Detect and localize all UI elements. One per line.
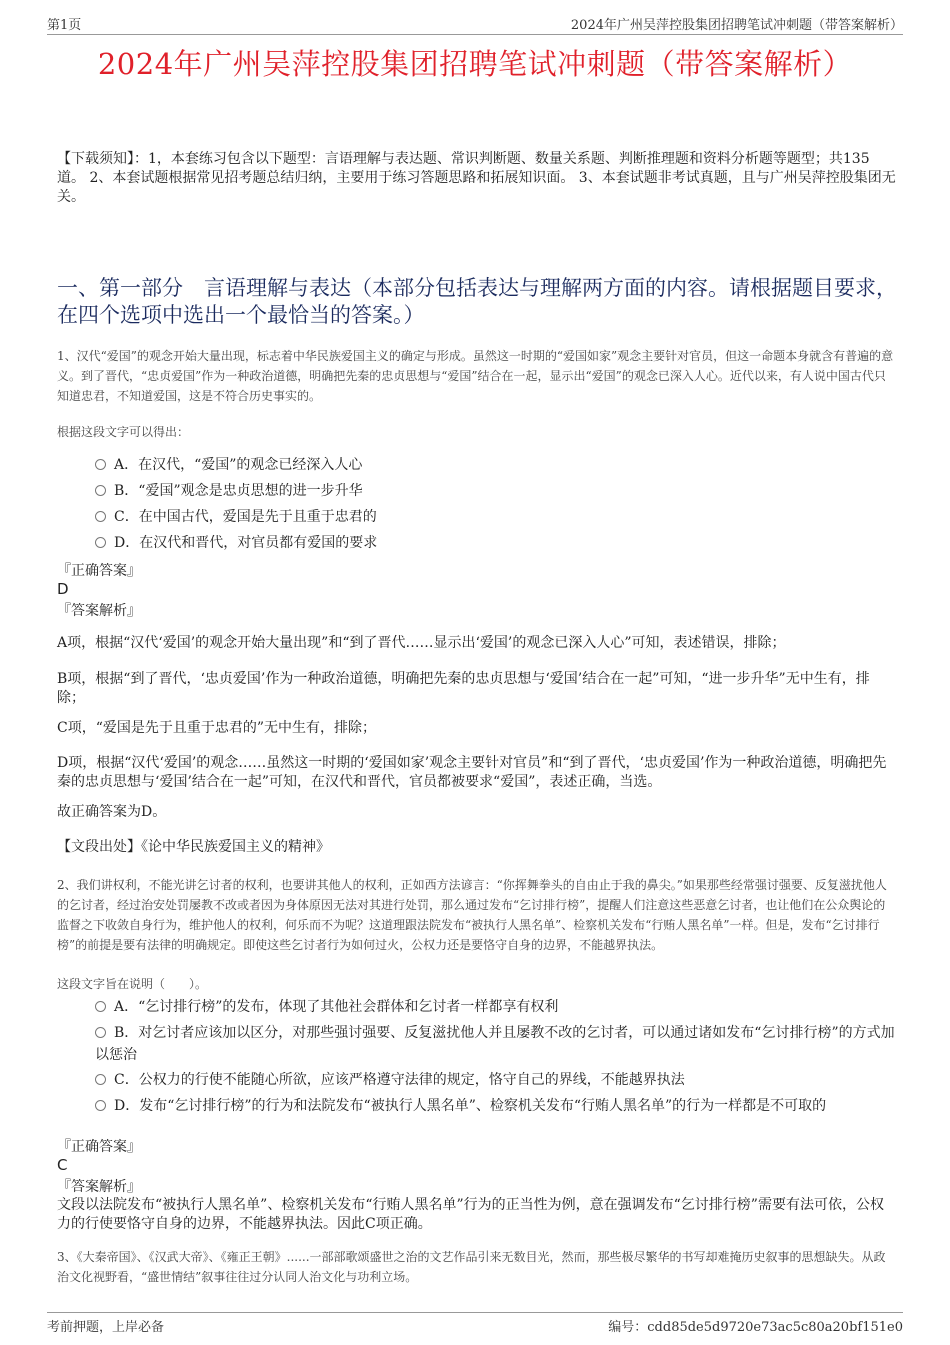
q1-analysis-d: D项，根据“汉代‘爱国’的观念……虽然这一时期的‘爱国如家’观念主要针对官员”和“到了晋代，‘忠贞爱国’作为一种政治道德，明确把先秦的忠贞思想与‘爱国’结合在一起”可知，在汉代和晋代，官员都被要求“爱国”，表述正确，当选。 [57,755,887,790]
q1-option-a[interactable]: A．在汉代，“爱国”的观念已经深入人心 [95,454,895,476]
page-header [47,14,903,35]
radio-icon[interactable] [95,485,106,496]
q1-prompt: 根据这段文字可以得出： [57,425,190,439]
q3-stem: 3、《大秦帝国》、《汉武大帝》、《雍正王朝》......一部部歌颂盛世之治的文艺作品引来无数目光，然而，那些极尽繁华的书写却难掩历史叙事的思想缺失。从政治文化视野看，“盛世情结”叙事往往过分认同人治文化与功利立场。 [57,1250,886,1284]
q1-source: 【文段出处】《论中华民族爱国主义的精神》 [57,839,330,855]
radio-icon[interactable] [95,1074,106,1085]
q1-stem: 1、汉代“爱国”的观念开始大量出现，标志着中华民族爱国主义的确定与形成。虽然这一时期的“爱国如家”观念主要针对官员，但这一命题本身就含有普遍的意义。到了晋代，“忠贞爱国”作为一种政治道德，明确把先秦的忠贞思想与“爱国”结合在一起，显示出“爱国”的观念已深入人心。近代以来，有人说中国古代只知道忠君，不知道爱国，这是不符合历史事实的。 [57,349,894,403]
q1-analysis-c: C项，“爱国是先于且重于忠君的”无中生有，排除； [57,720,377,736]
q1-analysis-a: A项，根据“汉代‘爱国’的观念开始大量出现”和“到了晋代……显示出‘爱国’的观念已深入人心”可知，表述错误，排除； [57,635,786,651]
radio-icon[interactable] [95,1100,106,1111]
q2-prompt: 这段文字旨在说明（ ）。 [57,977,208,991]
radio-icon[interactable] [95,537,106,548]
q1-option-d[interactable]: D．在汉代和晋代，对官员都有爱国的要求 [95,532,895,554]
q2-analysis-label: 『答案解析』 [57,1179,141,1195]
q2-option-d[interactable]: D．发布“乞讨排行榜”的行为和法院发布“被执行人黑名单”、检察机关发布“行贿人黑名单”的行为一样都是不可取的 [95,1095,895,1117]
section-title: 一、第一部分 言语理解与表达（本部分包括表达与理解两方面的内容。请根据题目要求，在四个选项中选出一个最恰当的答案。） [57,276,897,327]
q1-analysis-b: B项，根据“到了晋代，‘忠贞爱国’作为一种政治道德，明确把先秦的忠贞思想与‘爱国’结合在一起”可知，“进一步升华”无中生有，排除； [57,671,870,706]
q1-analysis-label: 『答案解析』 [57,603,141,619]
q2-correct-label: 『正确答案』 [57,1139,141,1155]
radio-icon[interactable] [95,1001,106,1012]
q2-option-a[interactable]: A．“乞讨排行榜”的发布，体现了其他社会群体和乞讨者一样都享有权利 [95,996,895,1018]
download-notice: 【下载须知】：1，本套练习包含以下题型：言语理解与表达题、常识判断题、数量关系题、判断推理题和资料分析题等题型；共135道。 2、本套试题根据常见招考题总结归纳，主要用于练习答题思路和拓展知识面。 3、本套试题非考试真题，且与广州吴萍控股集团无关。 [57,151,896,205]
q1-conclusion: 故正确答案为D。 [57,804,167,820]
q2-answer: C [57,1156,68,1174]
q1-correct-label: 『正确答案』 [57,563,141,579]
document-title: 2024年广州吴萍控股集团招聘笔试冲刺题（带答案解析） [97,47,853,81]
page-number: 第1页 [47,18,82,33]
q1-answer: D [57,580,69,598]
q1-option-c[interactable]: C．在中国古代，爱国是先于且重于忠君的 [95,506,895,528]
footer-slogan: 考前押题，上岸必备 [47,1320,165,1335]
header-doc-title: 2024年广州吴萍控股集团招聘笔试冲刺题（带答案解析） [570,18,903,33]
q2-option-c[interactable]: C．公权力的行使不能随心所欲，应该严格遵守法律的规定，恪守自己的界线，不能越界执法 [95,1069,895,1091]
q1-option-b[interactable]: B．“爱国”观念是忠贞思想的进一步升华 [95,480,895,502]
radio-icon[interactable] [95,511,106,522]
q2-analysis: 文段以法院发布“被执行人黑名单”、检察机关发布“行贿人黑名单”行为的正当性为例，意在强调发布“乞讨排行榜”需要有法可依，公权力的行使要恪守自身的边界，不能越界执法。因此C项正确。 [57,1197,884,1232]
radio-icon[interactable] [95,1027,106,1038]
q2-option-b[interactable]: B．对乞讨者应该加以区分，对那些强讨强要、反复滋扰他人并且屡教不改的乞讨者，可以通过诸如发布“乞讨排行榜”的方式加以惩治 [95,1025,895,1063]
footer-doc-id: 编号：cdd85de5d9720e73ac5c80a20bf151e0 [608,1320,903,1335]
q2-stem: 2、我们讲权利，不能光讲乞讨者的权利，也要讲其他人的权利，正如西方法谚言：“你挥舞拳头的自由止于我的鼻尖。”如果那些经常强讨强要、反复滋扰他人的乞讨者，经过治安处罚屡教不改或者因为身体原因无法对其进行处罚，那么通过发布“乞讨排行榜”，提醒人们注意这些恶意乞讨者，也让他们在公众舆论的监督之下收敛自身行为，维护他人的权利，何乐而不为呢？这道理跟法院发布“被执行人黑名单”、检察机关发布“行贿人黑名单”一样。但是，发布“乞讨排行榜”的前提是要有法律的明确规定。即使这些乞讨者行为如何过火，公权力还是要恪守自身的边界，不能越界执法。 [57,878,887,952]
page-footer [47,1312,903,1335]
radio-icon[interactable] [95,459,106,470]
